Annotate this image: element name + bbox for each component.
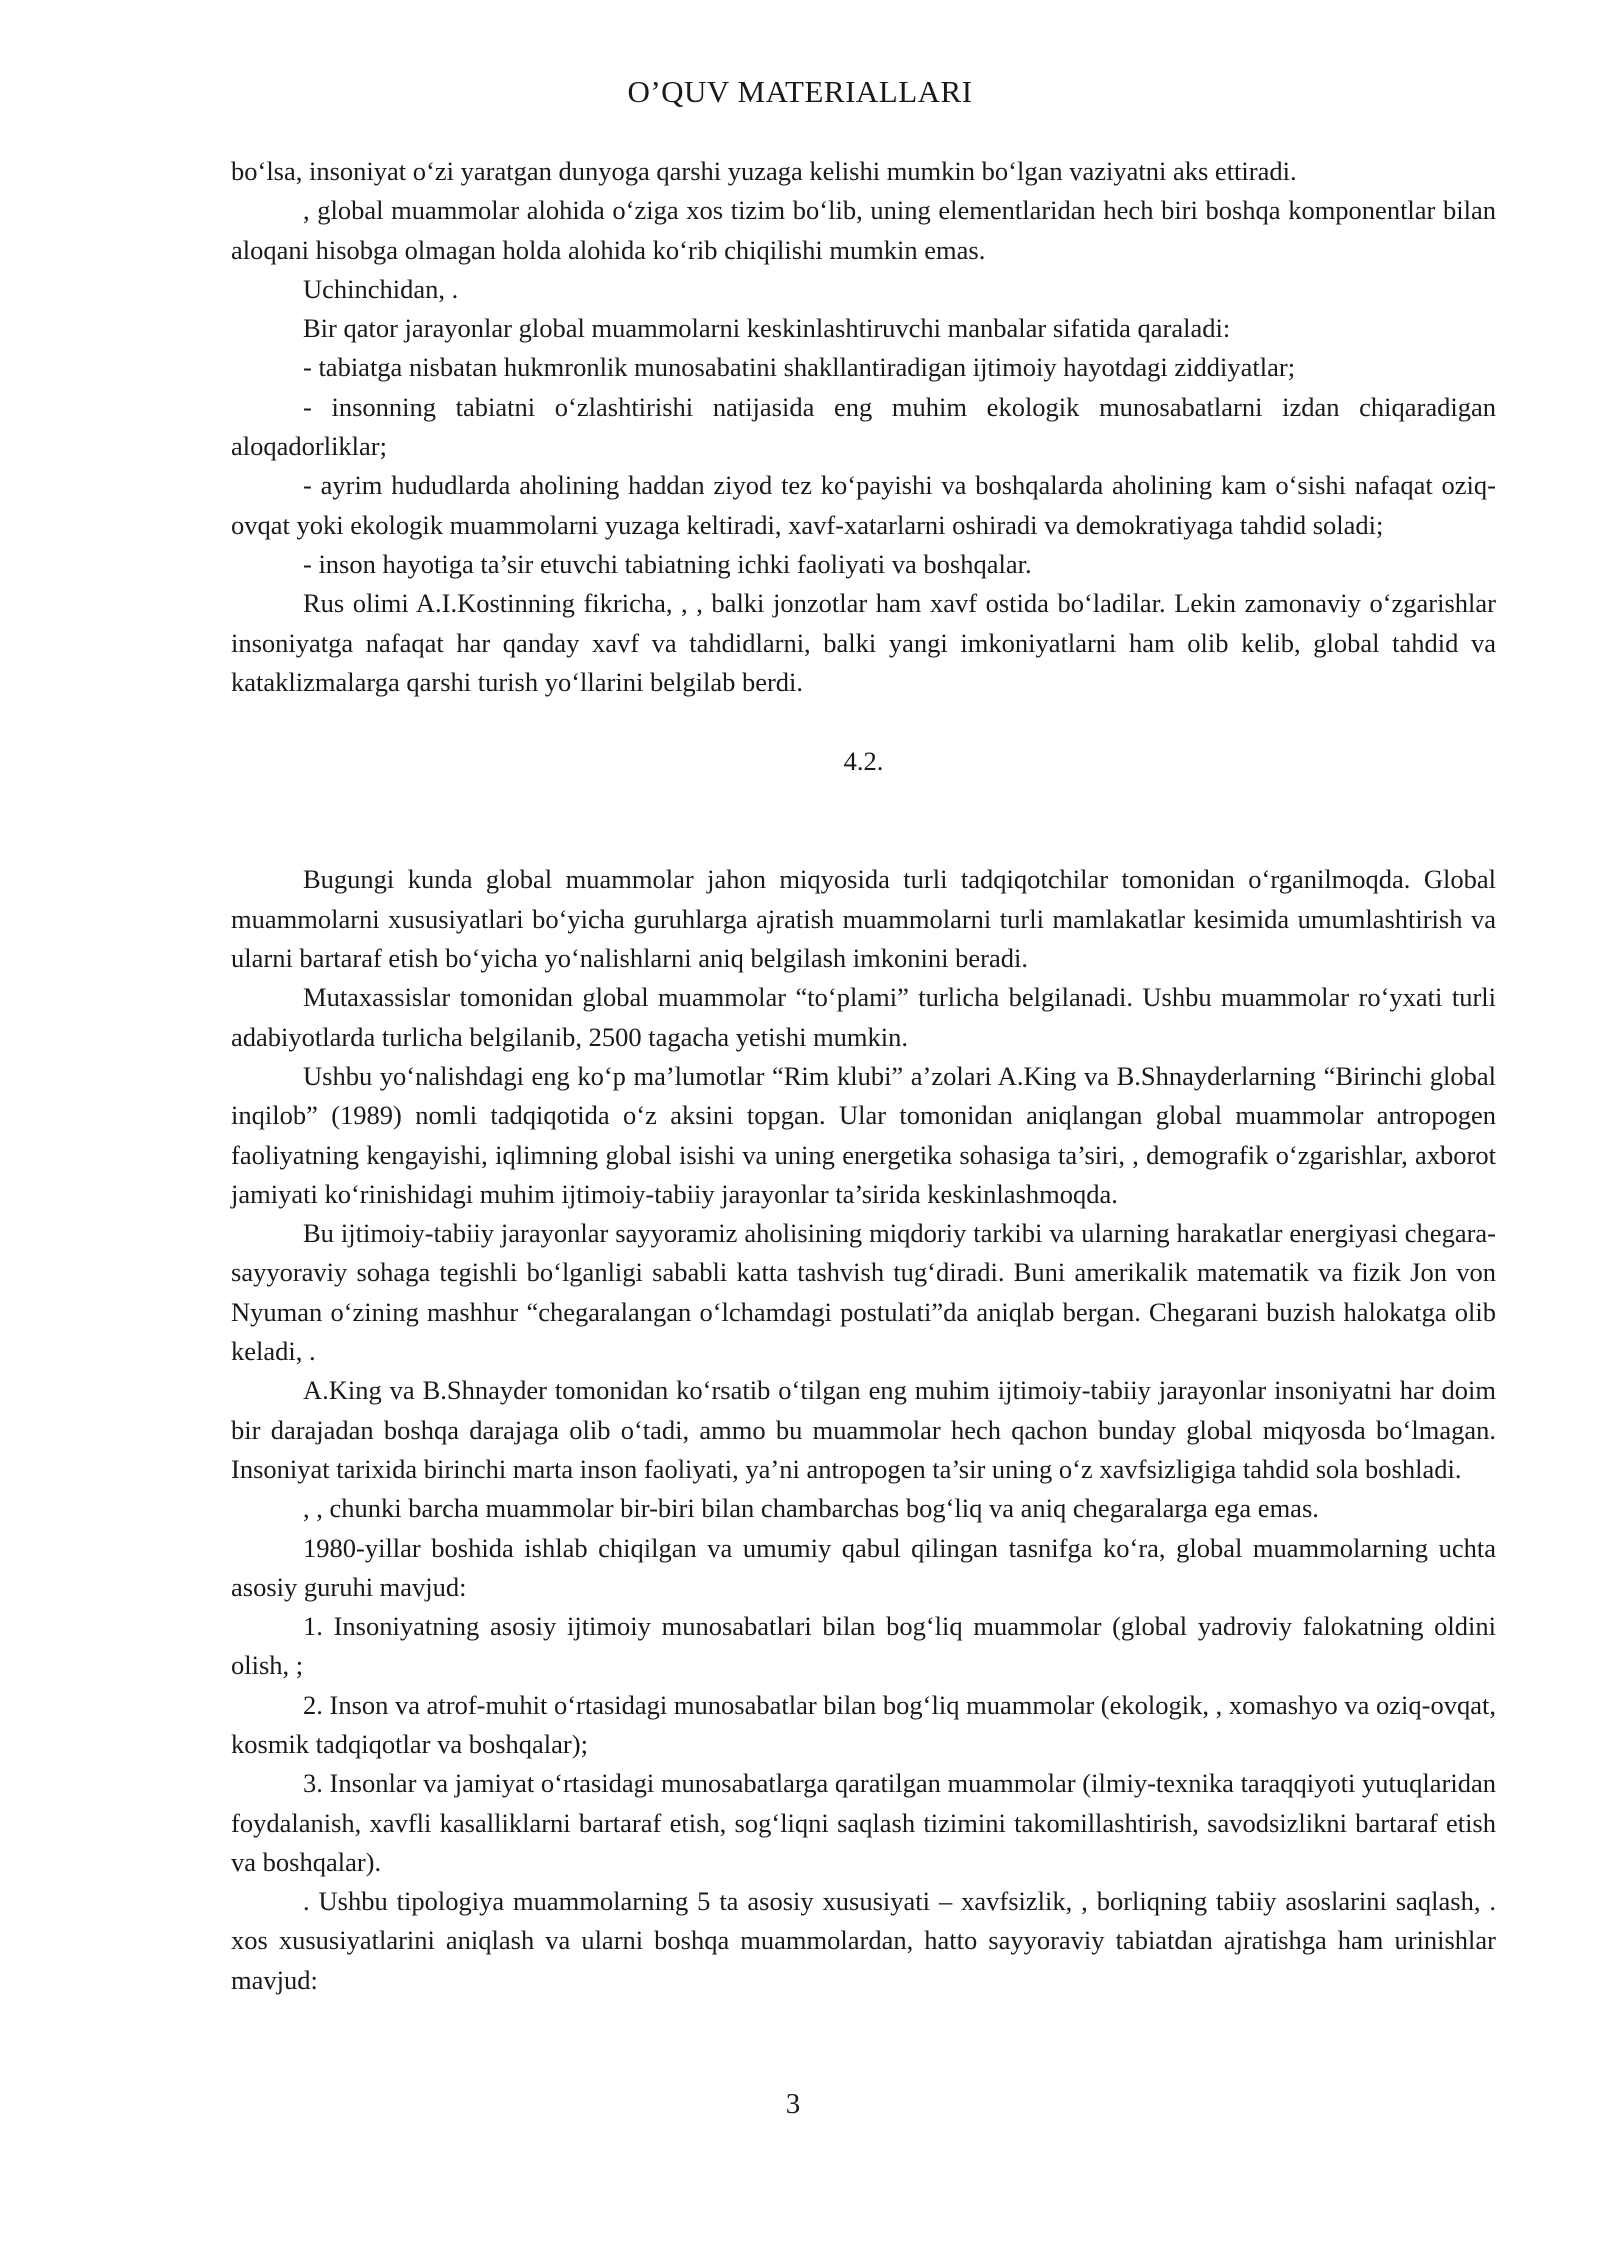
paragraph: , global muammolar alohida o‘ziga xos tizim bo‘lib, uning elementlaridan hech biri boshqa komponentlar bilan aloqani hisobga olmagan holda alohida ko‘rib chiqilishi mumkin emas. xyxy=(231,195,1496,265)
page-header-title: O’QUV MATERIALLARI xyxy=(627,74,973,109)
paragraph: Rus olimi A.I.Kostinning fikricha, , , balki jonzotlar ham xavf ostida bo‘ladilar. Lekin zamonaviy o‘zgarishlar insoniyatga nafaqat har qanday xavf va tahdidlarni, balki yangi imkoniyatlarni ham olib kelib, global tahdid va kataklizmalarga qarshi turish yo‘llarini belgilab berdi. xyxy=(231,588,1496,697)
paragraph: , , chunki barcha muammolar bir-biri bilan chambarchas bog‘liq va aniq chegaralarga ega emas. xyxy=(303,1493,1319,1524)
paragraph: Bir qator jarayonlar global muammolarni keskinlashtiruvchi manbalar sifatida qaraladi: xyxy=(303,313,1231,344)
body-text xyxy=(231,152,1496,2000)
list-item: 1. Insoniyatning asosiy ijtimoiy munosabatlari bilan bog‘liq muammolar (global yadroviy falokatning oldini olish, ; xyxy=(231,1611,1496,1681)
list-item: - inson hayotiga ta’sir etuvchi tabiatning ichki faoliyati va boshqalar. xyxy=(303,548,1032,579)
list-item: 2. Inson va atrof-muhit o‘rtasidagi munosabatlar bilan bog‘liq muammolar (ekologik, , xomashyo va oziq-ovqat, kosmik tadqiqotlar va boshqalar); xyxy=(231,1689,1496,1759)
paragraph: Mutaxassislar tomonidan global muammolar “to‘plami” turlicha belgilanadi. Ushbu muammolar ro‘yxati turli adabiyotlarda turlicha belgilanib, 2500 tagacha yetishi mumkin. xyxy=(231,982,1496,1052)
section-heading: 4.2. xyxy=(843,746,884,777)
paragraph: Ushbu yo‘nalishdagi eng ko‘p ma’lumotlar “Rim klubi” a’zolari A.King va B.Shnayderlarning “Birinchi global inqilob” (1989) nomli tadqiqotida o‘z aksini topgan. Ular tomonidan aniqlangan global muammolar antropogen faoliyatning kengayishi, iqlimning global isishi va uning energetika sohasiga ta’siri, , demografik o‘zgarishlar, axborot jamiyati ko‘rinishidagi muhim ijtimoiy-tabiiy jarayonlar ta’sirida keskinlashmoqda. xyxy=(231,1060,1496,1209)
list-item: - insonning tabiatni o‘zlashtirishi natijasida eng muhim ekologik munosabatlarni izdan chiqaradigan aloqadorliklar; xyxy=(231,391,1496,462)
paragraph: A.King va B.Shnayder tomonidan ko‘rsatib o‘tilgan eng muhim ijtimoiy-tabiiy jarayonlar insoniyatni har doim bir darajadan boshqa darajaga olib o‘tadi, ammo bu muammolar hech qachon bunday global miqyosda bo‘lmagan. Insoniyat tarixida birinchi marta inson faoliyati, ya’ni antropogen ta’sir uning o‘z xavfsizligiga tahdid sola boshladi. xyxy=(231,1375,1496,1484)
paragraph: Uchinchidan, . xyxy=(303,273,459,304)
list-item: 3. Insonlar va jamiyat o‘rtasidagi munosabatlarga qaratilgan muammolar (ilmiy-texnika taraqqiyoti yutuqlaridan foydalanish, xavfli kasalliklarni bartaraf etish, sog‘liqni saqlash tizimini takomillashtirish, savodsizlikni bartaraf etish va boshqalar). xyxy=(231,1768,1496,1877)
list-item: - ayrim hududlarda aholining haddan ziyod tez ko‘payishi va boshqalarda aholining kam o‘sishi nafaqat oziq-ovqat yoki ekologik muammolarni yuzaga keltiradi, xavf-xatarlarni oshiradi va demokratiyaga tahdid soladi; xyxy=(231,470,1496,540)
paragraph: . Ushbu tipologiya muammolarning 5 ta asosiy xususiyati – xavfsizlik, , borliqning tabiiy asoslarini saqlash, . xos xususiyatlarini aniqlash va ularni boshqa muammolardan, hatto sayyoraviy tabiatdan ajratishga ham urinishlar mavjud: xyxy=(231,1886,1496,1995)
paragraph: Bu ijtimoiy-tabiiy jarayonlar sayyoramiz aholisining miqdoriy tarkibi va ularning harakatlar energiyasi chegara-sayyoraviy sohaga tegishli bo‘lganligi sababli katta tashvish tug‘diradi. Buni amerikalik matematik va fizik Jon von Nyuman o‘zining mashhur “chegaralangan o‘lchamdagi postulati”da aniqlab bergan. Chegarani buzish halokatga olib keladi, . xyxy=(231,1218,1496,1367)
page-number: 3 xyxy=(785,2088,801,2120)
paragraph: bo‘lsa, insoniyat o‘zi yaratgan dunyoga qarshi yuzaga kelishi mumkin bo‘lgan vaziyatni aks ettiradi. xyxy=(231,156,1297,186)
paragraph: 1980-yillar boshida ishlab chiqilgan va umumiy qabul qilingan tasnifga ko‘ra, global muammolarning uchta asosiy guruhi mavjud: xyxy=(231,1532,1496,1602)
list-item: - tabiatga nisbatan hukmronlik munosabatini shakllantiradigan ijtimoiy hayotdagi ziddiyatlar; xyxy=(303,352,1296,383)
paragraph: Bugungi kunda global muammolar jahon miqyosida turli tadqiqotchilar tomonidan o‘rganilmoqda. Global muammolarni xususiyatlari bo‘yicha guruhlarga ajratish muammolarni turli mamlakatlar kesimida umumlashtirish va ularni bartaraf etish bo‘yicha yo‘nalishlarni aniq belgilash imkonini beradi. xyxy=(231,864,1496,974)
